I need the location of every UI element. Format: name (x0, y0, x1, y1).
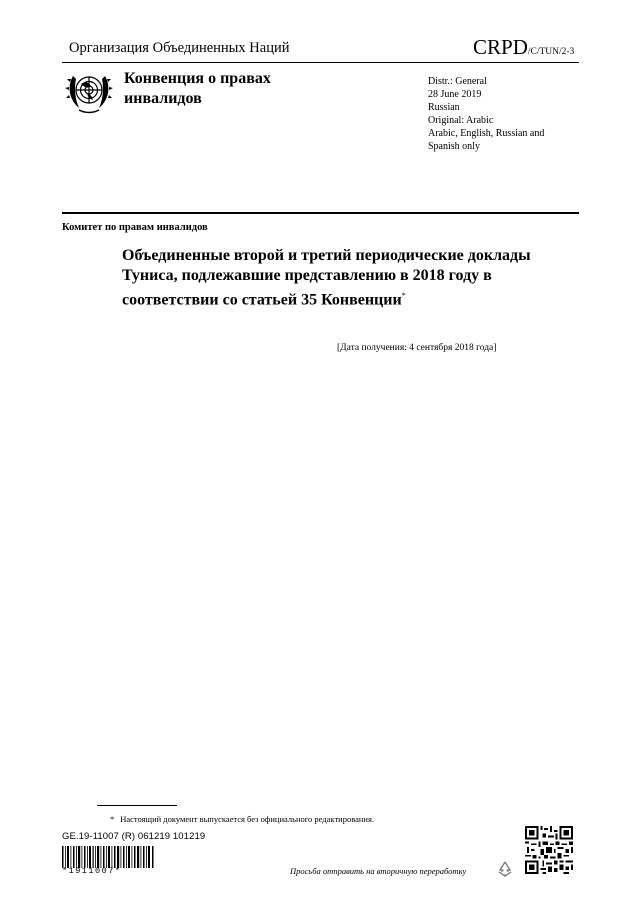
organization-name: Организация Объединенных Наций (69, 40, 290, 56)
report-title (122, 246, 532, 310)
report-title-text: Объединенные второй и третий периодические доклады Туниса, подлежавшие представлению в 2018 году в соответствии со статьей 35 Конвенции (122, 247, 531, 309)
barcode-icon (62, 846, 154, 868)
date-received: [Дата получения: 4 сентября 2018 года] (337, 343, 497, 353)
title-footnote-mark[interactable]: * (401, 291, 406, 300)
distr-line: Distr.: General (428, 76, 487, 87)
distr-date: 28 June 2019 (428, 89, 482, 100)
distr-language: Russian (428, 102, 460, 113)
qr-code-icon (525, 826, 573, 874)
footnote-rule (97, 805, 177, 806)
convention-title: Конвенция о правах инвалидов (124, 70, 271, 107)
recycle-icon (496, 860, 514, 878)
barcode-number: *1911007* (62, 866, 122, 876)
header-rule (62, 62, 579, 63)
distribution-block (428, 75, 578, 153)
un-emblem-icon (64, 68, 114, 116)
committee-name: Комитет по правам инвалидов (62, 222, 208, 233)
footnote-text: Настоящий документ выпускается без официального редактирования. (120, 814, 375, 824)
footnote (110, 814, 374, 824)
recycle-notice: Просьба отправить на вторичную переработку (290, 866, 467, 876)
section-rule (62, 212, 579, 214)
symbol-suffix: /C/TUN/2-3 (527, 47, 575, 57)
footnote-mark: * (110, 814, 115, 824)
distr-languages-2: Spanish only (428, 141, 480, 152)
distr-original: Original: Arabic (428, 115, 494, 126)
symbol-main: CRPD (473, 35, 528, 59)
ge-code: GE.19-11007 (R) 061219 101219 (62, 831, 206, 842)
distr-languages-1: Arabic, English, Russian and (428, 128, 545, 139)
document-symbol (473, 35, 574, 60)
